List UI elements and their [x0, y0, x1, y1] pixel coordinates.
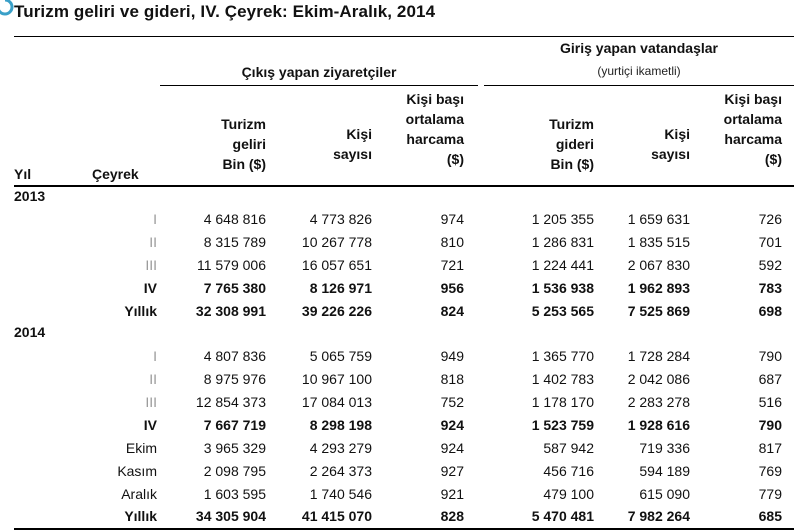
avg-spend2-cell: 592 [758, 257, 782, 273]
expense-cell: 1 224 441 [531, 257, 594, 273]
avg-spend2-cell: 769 [758, 463, 782, 479]
table-row [0, 414, 800, 436]
avg-spend-cell: 810 [440, 234, 464, 250]
visitors-cell: 16 057 651 [301, 257, 372, 273]
quarter-cell: IV [143, 417, 157, 433]
expense-cell: 1 286 831 [531, 234, 594, 250]
revenue-cell: 1 603 595 [203, 486, 266, 502]
avg-spend2-cell: 790 [758, 417, 782, 433]
quarter-cell: III [145, 394, 157, 410]
citizens-cell: 1 962 893 [627, 280, 690, 296]
avg-spend-cell: 818 [440, 371, 464, 387]
avg-spend2-cell: 783 [758, 280, 782, 296]
quarter-cell: Kasım [117, 463, 157, 479]
revenue-cell: 11 579 006 [196, 257, 266, 273]
revenue-cell: 3 965 329 [203, 440, 266, 456]
table-row [0, 437, 800, 459]
table-row [0, 277, 800, 299]
quarter-cell: Yıllık [124, 508, 157, 524]
visitors-cell: 5 065 759 [309, 348, 372, 364]
quarter-cell: I [153, 348, 157, 364]
avg-spend2-cell: 779 [758, 486, 782, 502]
visitors-cell: 2 264 373 [309, 463, 372, 479]
group-inbound-sub: (yurtiçi ikametli) [597, 64, 681, 78]
table-row [0, 368, 800, 390]
page-title: Turizm geliri ve gideri, IV. Çeyrek: Ekim-Aralık, 2014 [14, 2, 436, 21]
citizens-cell: 615 090 [639, 486, 690, 502]
citizens-cell: 2 067 830 [627, 257, 690, 273]
col-quarter: Çeyrek [92, 166, 139, 182]
table-row [0, 345, 800, 367]
revenue-cell: 4 807 836 [203, 348, 266, 364]
table-row [0, 254, 800, 276]
table-row [0, 391, 800, 413]
avg-spend-cell: 974 [440, 211, 464, 227]
expense-cell: 5 470 481 [531, 508, 594, 524]
expense-cell: 1 402 783 [531, 371, 594, 387]
avg-spend-cell: 956 [440, 280, 464, 296]
table-row [0, 300, 800, 322]
expense-cell: 1 365 770 [531, 348, 594, 364]
quarter-cell: IV [143, 280, 157, 296]
year-label-2014: 2014 [14, 324, 46, 340]
expense-cell: 456 716 [543, 463, 594, 479]
avg-spend2-cell: 817 [758, 440, 782, 456]
top-rule [14, 36, 794, 37]
col-revenue: Turizm geliri Bin ($) [221, 116, 266, 172]
group-outbound: Çıkış yapan ziyaretçiler [241, 64, 397, 80]
revenue-cell: 2 098 795 [203, 463, 266, 479]
expense-cell: 1 178 170 [531, 394, 594, 410]
citizens-cell: 1 835 515 [627, 234, 690, 250]
table-row [0, 505, 800, 527]
col-year: Yıl [14, 166, 32, 182]
expense-cell: 479 100 [543, 486, 594, 502]
avg-spend-cell: 721 [440, 257, 464, 273]
col-avg-spend2: Kişi başı ortalama harcama ($) [723, 91, 782, 167]
revenue-cell: 8 975 976 [203, 371, 266, 387]
col-avg-spend: Kişi başı ortalama harcama ($) [405, 91, 464, 167]
citizens-cell: 594 189 [639, 463, 690, 479]
expense-cell: 1 536 938 [531, 280, 594, 296]
citizens-cell: 7 525 869 [627, 303, 690, 319]
avg-spend-cell: 824 [440, 303, 464, 319]
citizens-cell: 1 928 616 [627, 417, 690, 433]
avg-spend-cell: 924 [440, 417, 464, 433]
citizens-cell: 2 283 278 [627, 394, 690, 410]
avg-spend2-cell: 726 [758, 211, 782, 227]
expense-cell: 5 253 565 [531, 303, 594, 319]
avg-spend2-cell: 698 [758, 303, 782, 319]
col-visitors: Kişi sayısı [333, 126, 372, 162]
visitors-cell: 39 226 226 [301, 303, 372, 319]
avg-spend-cell: 752 [440, 394, 464, 410]
revenue-cell: 4 648 816 [203, 211, 266, 227]
quarter-cell: II [149, 371, 157, 387]
visitors-cell: 8 298 198 [309, 417, 372, 433]
revenue-cell: 32 308 991 [195, 303, 266, 319]
avg-spend-cell: 828 [440, 508, 464, 524]
citizens-cell: 1 728 284 [627, 348, 690, 364]
avg-spend2-cell: 687 [758, 371, 782, 387]
table-row [0, 208, 800, 230]
avg-spend2-cell: 790 [758, 348, 782, 364]
year-label-2013: 2013 [14, 188, 46, 204]
col-citizens: Kişi sayısı [651, 126, 690, 162]
visitors-cell: 10 967 100 [301, 371, 372, 387]
quarter-cell: II [149, 234, 157, 250]
revenue-cell: 7 765 380 [203, 280, 266, 296]
visitors-cell: 8 126 971 [309, 280, 372, 296]
avg-spend-cell: 927 [440, 463, 464, 479]
citizens-cell: 1 659 631 [627, 211, 690, 227]
citizens-cell: 7 982 264 [627, 508, 690, 524]
citizens-cell: 719 336 [639, 440, 690, 456]
avg-spend2-cell: 685 [758, 508, 782, 524]
quarter-cell: Ekim [125, 440, 157, 456]
expense-cell: 1 205 355 [531, 211, 594, 227]
quarter-cell: Yıllık [124, 303, 157, 319]
revenue-cell: 7 667 719 [203, 417, 266, 433]
bottom-rule [14, 528, 794, 530]
avg-spend-cell: 921 [440, 486, 464, 502]
table-row [0, 231, 800, 253]
group-inbound-rule [484, 85, 794, 86]
table-row [0, 483, 800, 505]
avg-spend2-cell: 701 [758, 234, 782, 250]
group-inbound: Giriş yapan vatandaşlar [560, 40, 718, 56]
visitors-cell: 10 267 778 [301, 234, 372, 250]
revenue-cell: 8 315 789 [203, 234, 266, 250]
col-expense: Turizm gideri Bin ($) [549, 116, 594, 172]
quarter-cell: Aralık [121, 486, 157, 502]
quarter-cell: I [153, 211, 157, 227]
visitors-cell: 4 293 279 [309, 440, 372, 456]
visitors-cell: 41 415 070 [301, 508, 372, 524]
quarter-cell: III [145, 257, 157, 273]
visitors-cell: 1 740 546 [309, 486, 372, 502]
avg-spend-cell: 949 [440, 348, 464, 364]
avg-spend-cell: 924 [440, 440, 464, 456]
visitors-cell: 17 084 013 [301, 394, 372, 410]
visitors-cell: 4 773 826 [309, 211, 372, 227]
expense-cell: 1 523 759 [531, 417, 594, 433]
avg-spend2-cell: 516 [758, 394, 782, 410]
expense-cell: 587 942 [543, 440, 594, 456]
citizens-cell: 2 042 086 [627, 371, 690, 387]
group-outbound-rule [160, 85, 478, 86]
revenue-cell: 12 854 373 [195, 394, 266, 410]
table-row [0, 460, 800, 482]
header-rule [14, 185, 794, 187]
revenue-cell: 34 305 904 [195, 508, 266, 524]
